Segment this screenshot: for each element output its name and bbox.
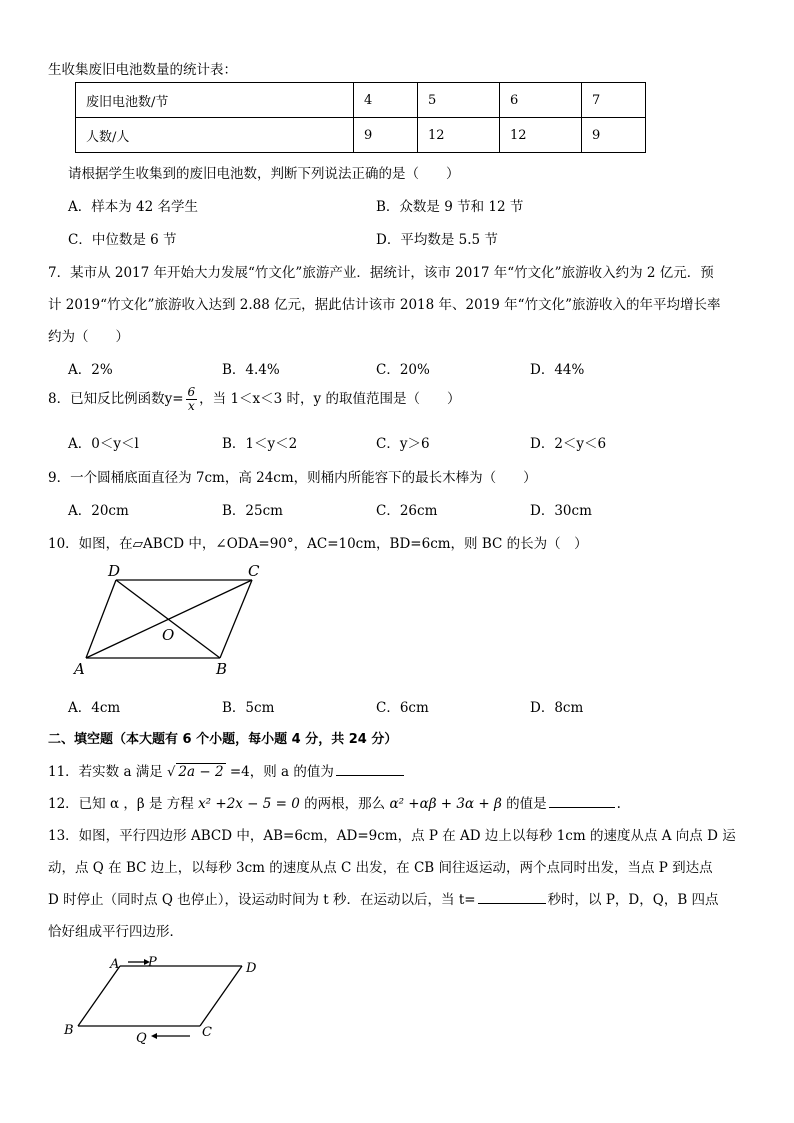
table-cell: 9 [354, 118, 418, 153]
q12-stem [48, 792, 621, 812]
q12-answer-blank[interactable] [549, 793, 615, 808]
table-cell: 6 [500, 83, 582, 118]
q8-stem-pre: 8．已知反比例函数y= [48, 391, 184, 407]
label-a: A [74, 660, 85, 678]
q12-period: . [616, 796, 621, 812]
parallelogram-abcd-figure [70, 560, 270, 685]
q11-answer-blank[interactable] [336, 761, 404, 776]
table-cell: 4 [354, 83, 418, 118]
q13-answer-blank[interactable] [478, 889, 546, 904]
q8-option-b: B．1＜y＜2 [222, 436, 298, 452]
diagonal-bd [116, 580, 220, 658]
q7-option-a: A．2% [68, 362, 113, 378]
q9-option-c: C．26cm [376, 503, 438, 519]
q10-option-a: A．4cm [68, 700, 121, 716]
q13-line3 [48, 888, 719, 908]
q12-post: 的值是 [506, 796, 547, 812]
q11-radicand: 2a − 2 [178, 764, 224, 780]
label-b: B [216, 660, 228, 678]
label-c: C [202, 1025, 212, 1040]
edge-ba [78, 966, 120, 1026]
q13-line3-post: 秒时，以 P，D，Q，B 四点 [547, 892, 719, 908]
table-cell: 7 [582, 83, 646, 118]
q7-option-b: B．4.4% [222, 362, 280, 378]
label-a: A [110, 957, 120, 972]
q13-line2: 动，点 Q 在 BC 边上，以每秒 3cm 的速度从点 C 出发，在 CB 间往返运动，两个点同时出发，当点 P 到达点 [48, 860, 713, 876]
q9-option-a: A．20cm [68, 503, 129, 519]
q6-option-a: A．样本为 42 名学生 [68, 199, 199, 215]
table-row [76, 83, 646, 118]
label-d: D [108, 562, 121, 580]
table-cell: 废旧电池数/节 [76, 83, 354, 118]
q8-stem [48, 386, 460, 413]
battery-stats-table [75, 82, 646, 153]
edge-dc [200, 966, 242, 1026]
q11-post: =4，则 a 的值为 [229, 764, 334, 780]
q13-line4: 恰好组成平行四边形． [48, 924, 183, 940]
edge-cb [220, 580, 252, 658]
q8-option-d: D．2＜y＜6 [530, 436, 607, 452]
table-cell: 5 [418, 83, 500, 118]
q13-line1: 13．如图，平行四边形 ABCD 中，AB=6cm，AD=9cm，点 P 在 AD 边上以每秒 1cm 的速度从点 A 向点 D 运 [48, 828, 736, 844]
fraction-denominator: x [187, 399, 195, 413]
q8-stem-post: ，当 1＜x＜3 时，y 的取值范围是（ ） [199, 391, 461, 407]
section-2-heading: 二、填空题（本大题有 6 个小题，每小题 4 分，共 24 分） [48, 732, 398, 747]
label-q: Q [136, 1031, 147, 1046]
arrow-q-head [151, 1033, 157, 1039]
q7-option-d: D．44% [530, 362, 585, 378]
q6-option-c: C．中位数是 6 节 [68, 232, 177, 248]
q12-pre: 12．已知 α ，β 是 方程 [48, 796, 194, 812]
q8-fraction [186, 386, 198, 413]
label-p: P [148, 955, 157, 970]
q10-stem: 10．如图，在▱ABCD 中，∠ODA=90°，AC=10cm，BD=6cm，则 BC 的长为（ ） [48, 536, 588, 552]
q7-option-c: C．20% [376, 362, 430, 378]
label-d: D [246, 961, 257, 976]
q12-mid: 的两根，那么 [304, 796, 386, 812]
table-cell: 9 [582, 118, 646, 153]
fraction-numerator: 6 [187, 385, 196, 399]
q12-expression: α² +αβ + 3α + β [389, 796, 502, 812]
q6-option-b: B．众数是 9 节和 12 节 [376, 199, 524, 215]
q11-pre: 11．若实数 a 满足 [48, 764, 163, 780]
table-cell: 人数/人 [76, 118, 354, 153]
q6-stem: 请根据学生收集到的废旧电池数，判断下列说法正确的是（ ） [68, 166, 460, 182]
q6-option-d: D．平均数是 5.5 节 [376, 232, 498, 248]
q13-line3-pre: D 时停止（同时点 Q 也停止），设运动时间为 t 秒．在运动以后，当 t= [48, 892, 476, 908]
table-row [76, 118, 646, 153]
table-cell: 12 [500, 118, 582, 153]
label-c: C [248, 562, 260, 580]
radical-sign: √ [167, 765, 176, 780]
q7-line3: 约为（ ） [48, 329, 129, 345]
q7-line1: 7．某市从 2017 年开始大力发展“竹文化”旅游产业．据统计，该市 2017 年“竹文化”旅游收入约为 2 亿元．预 [48, 265, 714, 281]
q8-option-a: A．0＜y＜l [68, 436, 139, 452]
q11-stem [48, 760, 406, 780]
q12-equation: x² +2x − 5 = 0 [198, 796, 300, 812]
q9-stem: 9．一个圆桶底面直径为 7cm，高 24cm，则桶内所能容下的最长木棒为（ ） [48, 470, 537, 486]
label-b: B [64, 1023, 74, 1038]
parallelogram-apdqbc-figure [60, 952, 280, 1052]
intro-text: 生收集废旧电池数量的统计表： [48, 62, 237, 78]
q9-option-d: D．30cm [530, 503, 592, 519]
q9-option-b: B．25cm [222, 503, 283, 519]
q10-option-b: B．5cm [222, 700, 275, 716]
label-o: O [162, 626, 175, 644]
table-cell: 12 [418, 118, 500, 153]
q8-option-c: C．y＞6 [376, 436, 430, 452]
q10-option-c: C．6cm [376, 700, 429, 716]
q7-line2: 计 2019“竹文化”旅游收入达到 2.88 亿元，据此估计该市 2018 年、2019 年“竹文化”旅游收入的年平均增长率 [48, 297, 721, 313]
q10-option-d: D．8cm [530, 700, 584, 716]
